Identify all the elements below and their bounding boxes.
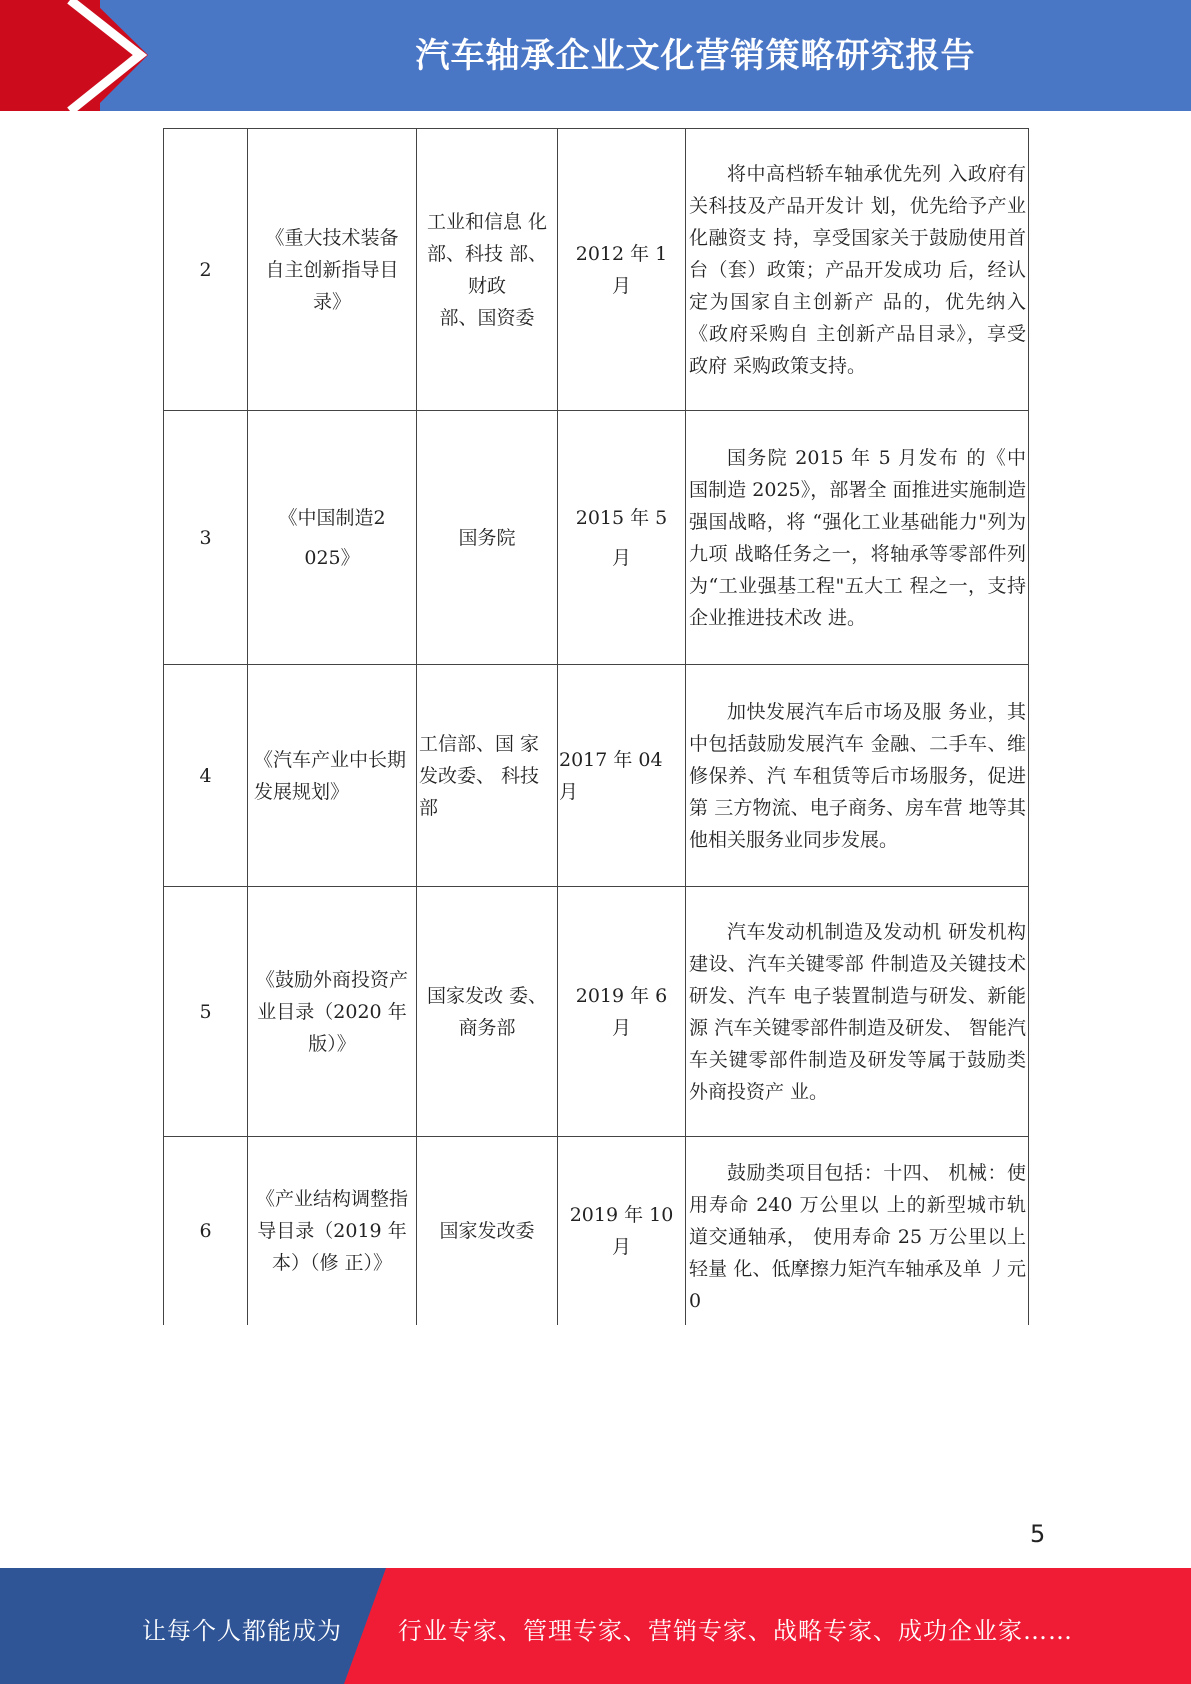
description-text: 国务院 2015 年 5 月发布 的《中国制造 2025》，部署全 面推进实施制造强国战略，将 “强化工业基础能力"列为九项 战略任务之一，将轴承等零部件列为“工业强基工程"五大工 程之一，支持企业推进技术改 进。 xyxy=(689,446,1026,629)
table-row xyxy=(164,411,1029,665)
table-row xyxy=(164,129,1029,411)
page-header xyxy=(0,0,1191,111)
description-text: 汽车发动机制造及发动机 研发机构建设、汽车关键零部 件制造及关键技术研发、汽车 电子装置制造与研发、新能源 汽车关键零部件制造及研发、 智能汽车关键零部件制造及研发等属于鼓励类外商投资产 业。 xyxy=(689,920,1026,1103)
policy-description xyxy=(686,1137,1029,1325)
page-footer xyxy=(0,1568,1191,1684)
table-row xyxy=(164,1137,1029,1325)
row-number: 4 xyxy=(164,665,248,887)
policy-description xyxy=(686,129,1029,411)
report-title: 汽车轴承企业文化营销策略研究报告 xyxy=(415,36,976,76)
issue-date: 2019 年 6 月 xyxy=(558,887,686,1137)
policy-title: 《重大技术装备自主创新指导目录》 xyxy=(248,129,417,411)
footer-slogan-left: 让每个人都能成为 xyxy=(142,1617,342,1645)
row-number: 5 xyxy=(164,887,248,1137)
policy-title: 《汽车产业中长期发展规划》 xyxy=(248,665,417,887)
description-text: 鼓励类项目包括：十四、 机械：使用寿命 240 万公里以 上的新型城市轨道交通轴承， 使用寿命 25 万公里以上轻量 化、低摩擦力矩汽车轴承及单 丿元 0 xyxy=(689,1162,1026,1312)
policy-table xyxy=(163,128,1029,1325)
description-text: 将中高档轿车轴承优先列 入政府有关科技及产品开发计 划，优先给予产业化融资支 持，享受国家关于鼓励使用首 台（套）政策；产品开发成功 后，经认定为国家自主创新产 品的，优先纳入《政府采购自 主创新产品目录》，享受政府 采购政策支持。 xyxy=(689,162,1026,377)
table-row xyxy=(164,665,1029,887)
description-text: 加快发展汽车后市场及服 务业，其中包括鼓励发展汽车 金融、二手车、维修保养、汽 车租赁等后市场服务，促进第 三方物流、电子商务、房车营 地等其他相关服务业同步发展。 xyxy=(689,700,1026,851)
footer-slogan-right: 行业专家、管理专家、营销专家、战略专家、成功企业家…… xyxy=(398,1617,1073,1645)
issuing-department: 工信部、国 家发改委、 科技部 xyxy=(417,665,558,887)
policy-title: 《鼓励外商投资产业目录（2020 年版）》 xyxy=(248,887,417,1137)
row-number: 6 xyxy=(164,1137,248,1325)
department-text: 工业和信息 化部、科技 部、财政 部、国资委 xyxy=(426,210,548,329)
issuing-department xyxy=(417,129,558,411)
issuing-department: 国务院 xyxy=(417,411,558,665)
header-chevron-icon xyxy=(0,0,160,111)
issue-date: 2019 年 10 月 xyxy=(558,1137,686,1325)
policy-title: 《产业结构调整指导目录（2019 年本）（修 正）》 xyxy=(248,1137,417,1325)
row-number: 3 xyxy=(164,411,248,665)
page-number: 5 xyxy=(1030,1520,1046,1548)
policy-description xyxy=(686,411,1029,665)
policy-description xyxy=(686,887,1029,1137)
policy-title: 《中国制造2025》 xyxy=(248,411,417,665)
issuing-department: 国家发改 委、商务部 xyxy=(417,887,558,1137)
policy-description xyxy=(686,665,1029,887)
issuing-department: 国家发改委 xyxy=(417,1137,558,1325)
issue-date: 2012 年 1 月 xyxy=(558,129,686,411)
issue-date: 2015 年 5 月 xyxy=(558,411,686,665)
row-number: 2 xyxy=(164,129,248,411)
issue-date: 2017 年 04 月 xyxy=(558,665,686,887)
table-row xyxy=(164,887,1029,1137)
